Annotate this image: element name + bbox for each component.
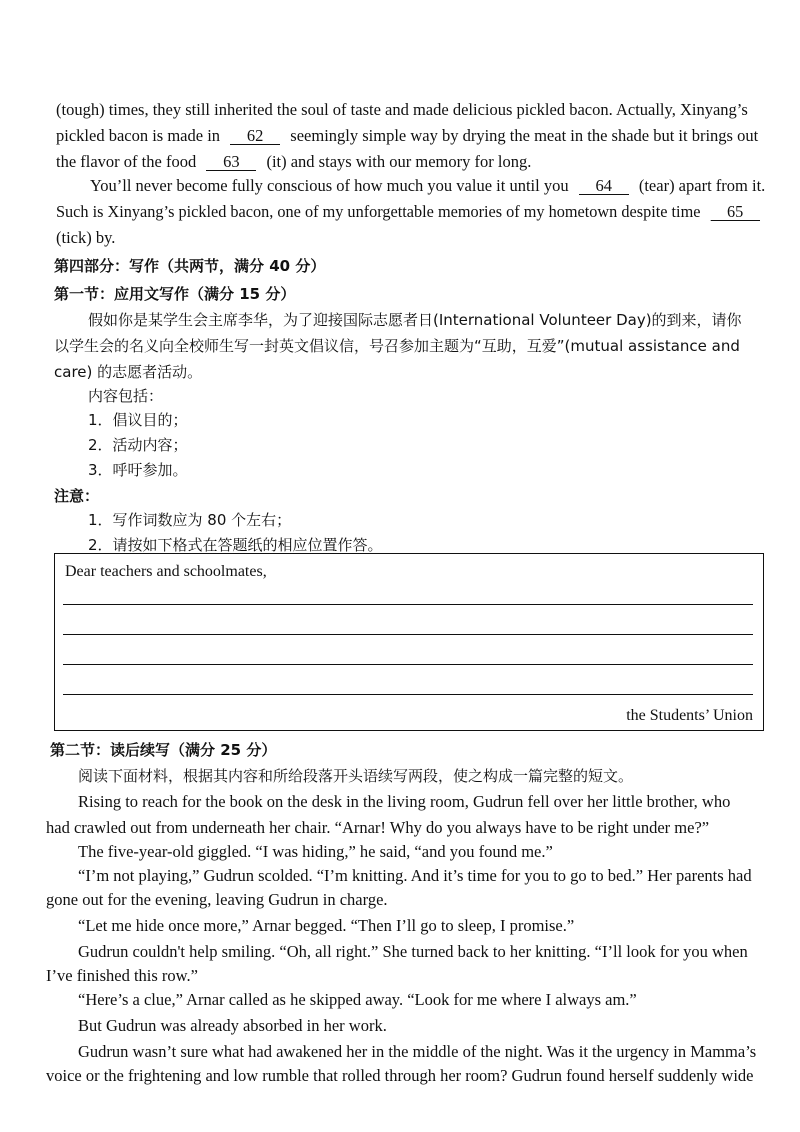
story-line: voice or the frightening and low rumble that rolled through her room? Gudrun found herself suddenly wide	[46, 1066, 754, 1085]
story-line: “Here’s a clue,” Arnar called as he skipped away. “Look for me where I always am.”	[78, 990, 637, 1009]
prompt-line-3: care) 的志愿者活动。	[54, 363, 203, 381]
content-item: 2．活动内容；	[88, 436, 188, 454]
passage-text: the flavor of the food	[56, 152, 197, 171]
section-two-heading: 第二节：读后续写（满分 25 分）	[50, 741, 277, 759]
passage-line-1: (tough) times, they still inherited the soul of taste and made delicious pickled bacon. Actually, Xinyang’s	[56, 100, 748, 119]
writing-line	[63, 604, 753, 605]
story-line: gone out for the evening, leaving Gudrun in charge.	[46, 890, 388, 909]
writing-line	[63, 694, 753, 695]
prompt-line-1: 假如你是某学生会主席李华，为了迎接国际志愿者日(International Volunteer Day)的到来，请你	[88, 311, 742, 329]
story-line: “I’m not playing,” Gudrun scolded. “I’m knitting. And it’s time for you to go to bed.” Her parents had	[78, 866, 752, 885]
passage-text: You’ll never become fully conscious of how much you value it until you	[90, 176, 569, 195]
letter-format-box	[54, 553, 764, 731]
writing-line	[63, 664, 753, 665]
passage-line-2	[56, 126, 758, 146]
passage-text: Such is Xinyang’s pickled bacon, one of my unforgettable memories of my hometown despite time	[56, 202, 701, 221]
passage-line-4	[90, 176, 765, 196]
note-item: 1．写作词数应为 80 个左右；	[88, 511, 292, 529]
blank-63: 63	[206, 153, 256, 171]
story-line: But Gudrun was already absorbed in her work.	[78, 1016, 387, 1035]
story-line: “Let me hide once more,” Arnar begged. “Then I’ll go to sleep, I promise.”	[78, 916, 575, 935]
section-one-heading: 第一节：应用文写作（满分 15 分）	[54, 285, 296, 303]
passage-text: seemingly simple way by drying the meat in the shade but it brings out	[290, 126, 759, 145]
story-line: Rising to reach for the book on the desk in the living room, Gudrun fell over her little brother, who	[78, 792, 731, 811]
passage-text: pickled bacon is made in	[56, 126, 221, 145]
passage-text: (tear) apart from it.	[638, 176, 766, 195]
letter-signature: the Students’ Union	[626, 707, 753, 724]
notes-label: 注意：	[54, 487, 100, 505]
blank-62: 62	[230, 127, 280, 145]
content-item: 3．呼吁参加。	[88, 461, 188, 479]
writing-line	[63, 634, 753, 635]
blank-64: 64	[579, 177, 629, 195]
content-item: 1．倡议目的；	[88, 411, 188, 429]
letter-salutation: Dear teachers and schoolmates,	[65, 563, 267, 580]
content-label: 内容包括：	[88, 387, 164, 405]
note-item: 2．请按如下格式在答题纸的相应位置作答。	[88, 536, 383, 554]
continuation-instruction: 阅读下面材料，根据其内容和所给段落开头语续写两段，使之构成一篇完整的短文。	[78, 767, 634, 785]
passage-line-3	[56, 152, 531, 172]
passage-line-5	[56, 202, 766, 222]
story-line: I’ve finished this row.”	[46, 966, 198, 985]
story-line: had crawled out from underneath her chair. “Arnar! Why do you always have to be right under me?”	[46, 818, 710, 837]
blank-65: 65	[710, 203, 759, 221]
story-line: The five-year-old giggled. “I was hiding,” he said, “and you found me.”	[78, 842, 553, 861]
story-line: Gudrun wasn’t sure what had awakened her in the middle of the night. Was it the urgency in Mamma’s	[78, 1042, 757, 1061]
prompt-line-2: 以学生会的名义向全校师生写一封英文倡议信，号召参加主题为“互助，互爱”(mutual assistance and	[54, 337, 740, 355]
story-line: Gudrun couldn't help smiling. “Oh, all right.” She turned back to her knitting. “I’ll look for you when	[78, 942, 748, 961]
part-four-heading: 第四部分：写作（共两节，满分 40 分）	[54, 257, 326, 275]
passage-text: (it) and stays with our memory for long.	[266, 152, 532, 171]
passage-line-6: (tick) by.	[56, 228, 116, 247]
